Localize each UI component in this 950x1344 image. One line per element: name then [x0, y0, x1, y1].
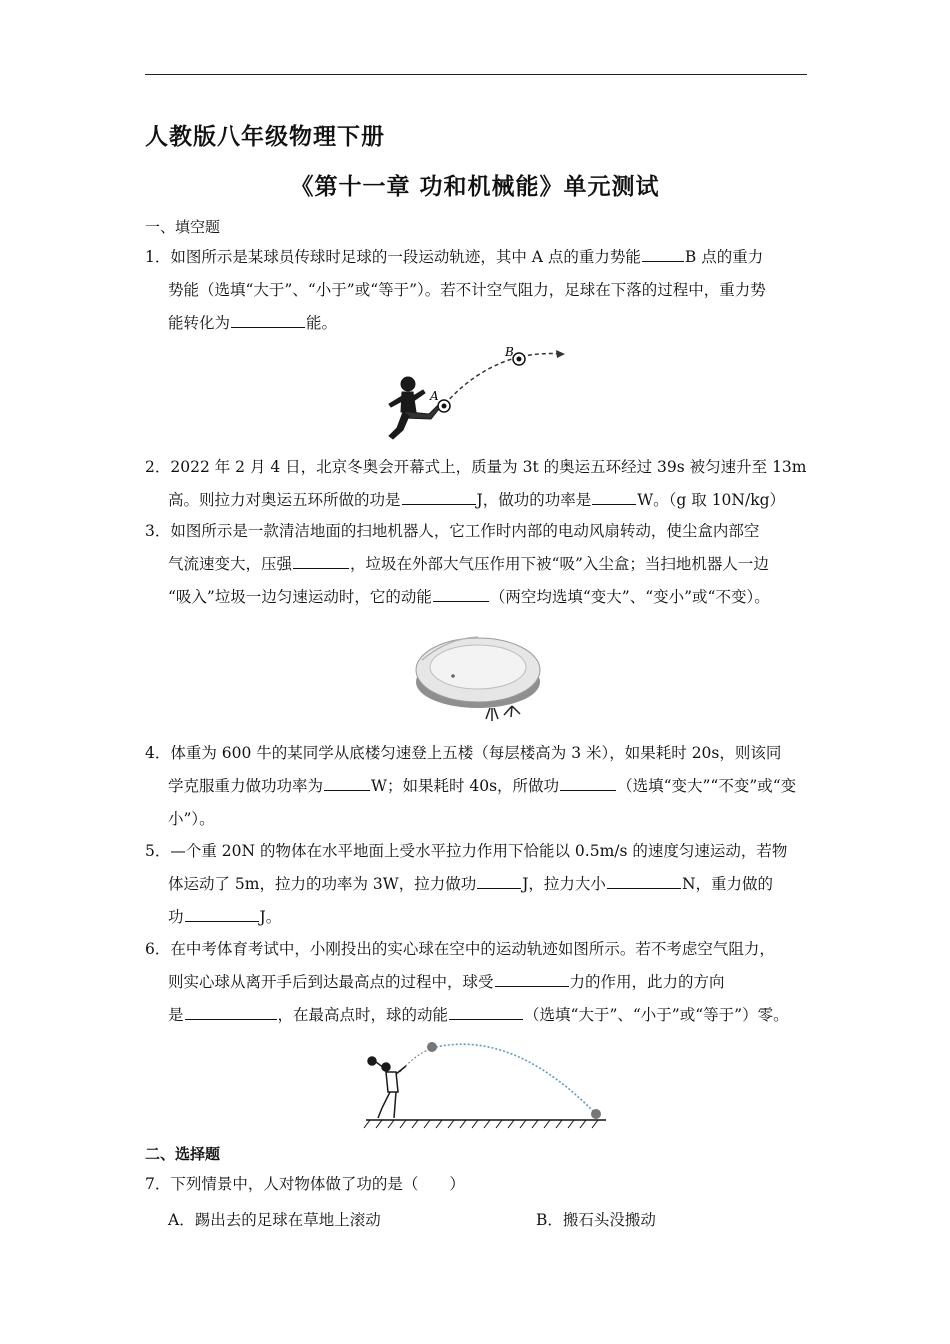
question-5 [145, 835, 810, 934]
answer-blank [185, 906, 259, 922]
point-b-label: B [505, 345, 514, 359]
q5-text: 5．—个重 20N 的物体在水平地面上受水平拉力作用下恰能以 0.5m/s 的速度匀速运动，若物 [145, 842, 788, 860]
q4-text: 小”）。 [168, 810, 215, 828]
q6-text: ，在最高点时，球的动能 [277, 1006, 449, 1024]
q7-stem: 7．下列情景中，人对物体做了功的是（ ） [145, 1175, 465, 1193]
answer-blank [560, 775, 616, 791]
question-3 [145, 515, 810, 614]
section-heading-choice: 二、选择题 [145, 1145, 221, 1163]
answer-blank [185, 1004, 277, 1020]
brush-bristles [486, 706, 520, 721]
q5-text: N，重力做的 [681, 875, 774, 893]
q6-text: 6．在中考体育考试中，小刚投出的实心球在空中的运动轨迹如图所示。若不考虑空气阻力， [145, 940, 775, 958]
q1-text: 势能（选填“大于”、“小于”或“等于”）。若不计空气阻力，足球在下落的过程中，重力势 [168, 281, 766, 299]
answer-blank [449, 1004, 523, 1020]
q4-text: 学克服重力做功功率为 [168, 777, 324, 795]
q1-text: 能转化为 [168, 314, 231, 332]
q2-text: 高。则拉力对奥运五环所做的功是 [168, 491, 401, 509]
answer-blank [592, 489, 636, 505]
q4-text: W；如果耗时 40s，所做功 [371, 777, 560, 795]
q4-text: 4．体重为 600 牛的某同学从底楼匀速登上五楼（每层楼高为 3 米），如果耗时 20s，则该同 [145, 744, 782, 762]
q7-option-a[interactable]: A．踢出去的足球在草地上滚动 [168, 1211, 381, 1229]
q7-option-b[interactable]: B．搬石头没搬动 [536, 1211, 656, 1229]
answer-blank [433, 586, 489, 602]
document-title: 人教版八年级物理下册 [145, 124, 385, 150]
question-7 [145, 1168, 810, 1201]
q6-text: （选填“大于”、“小于”或“等于”）零。 [524, 1006, 789, 1024]
player-silhouette [389, 377, 439, 439]
answer-blank [402, 489, 476, 505]
question-6 [145, 933, 810, 1032]
thrower-silhouette [368, 1057, 406, 1118]
q3-text: ，垃圾在外部大气压作用下被“吸”入尘盒；当扫地机器人一边 [350, 555, 769, 573]
q1-text: 能。 [306, 314, 338, 332]
answer-blank [293, 553, 349, 569]
q3-text: 气流速变大，压强 [168, 555, 293, 573]
question-4 [145, 737, 810, 836]
shot-put-trajectory-figure [362, 1034, 612, 1132]
section-heading-fill: 一、填空题 [145, 218, 221, 236]
q6-text: 力的作用，此力的方向 [569, 973, 725, 991]
q3-text: “吸入”垃圾一边匀速运动时，它的动能 [168, 588, 432, 606]
header-rule [145, 74, 807, 75]
q2-text: J，做功的功率是 [476, 491, 592, 509]
q2-text: 2．2022 年 2 月 4 日，北京冬奥会开幕式上，质量为 3t 的奥运五环经过 39s 被匀速升至 13m [145, 458, 807, 476]
document-subtitle: 《第十一章 功和机械能》单元测试 [290, 174, 660, 200]
q5-text: J。 [259, 908, 282, 926]
answer-blank [324, 775, 370, 791]
ground-hatching [364, 1120, 598, 1128]
answer-blank [642, 246, 684, 262]
q1-text: B 点的重力 [684, 248, 764, 266]
q3-text: （两空均选填“变大”、“变小”或“不变）。 [489, 588, 770, 606]
answer-blank [495, 971, 569, 987]
q1-text: 1．如图所示是某球员传球时足球的一段运动轨迹，其中 A 点的重力势能 [145, 248, 641, 266]
q5-text: 体运动了 5m，拉力的功率为 3W，拉力做功 [168, 875, 477, 893]
question-1 [145, 241, 810, 340]
question-2 [145, 451, 810, 517]
q4-text: （选填“变大”“不变”或“变 [617, 777, 797, 795]
q6-text: 则实心球从离开手后到达最高点的过程中，球受 [168, 973, 494, 991]
q5-text: 功 [168, 908, 184, 926]
q5-text: J，拉力大小 [522, 875, 606, 893]
answer-blank [231, 312, 305, 328]
q6-text: 是 [168, 1006, 184, 1024]
q3-text: 3．如图所示是一款清洁地面的扫地机器人，它工作时内部的电动风扇转动，使尘盒内部空 [145, 522, 760, 540]
robot-vacuum-figure [408, 624, 548, 724]
point-a-label: A [430, 389, 439, 403]
soccer-trajectory-figure [375, 340, 575, 450]
answer-blank [477, 873, 521, 889]
answer-blank [607, 873, 681, 889]
q2-text: W。（g 取 10N/kg） [637, 491, 786, 509]
